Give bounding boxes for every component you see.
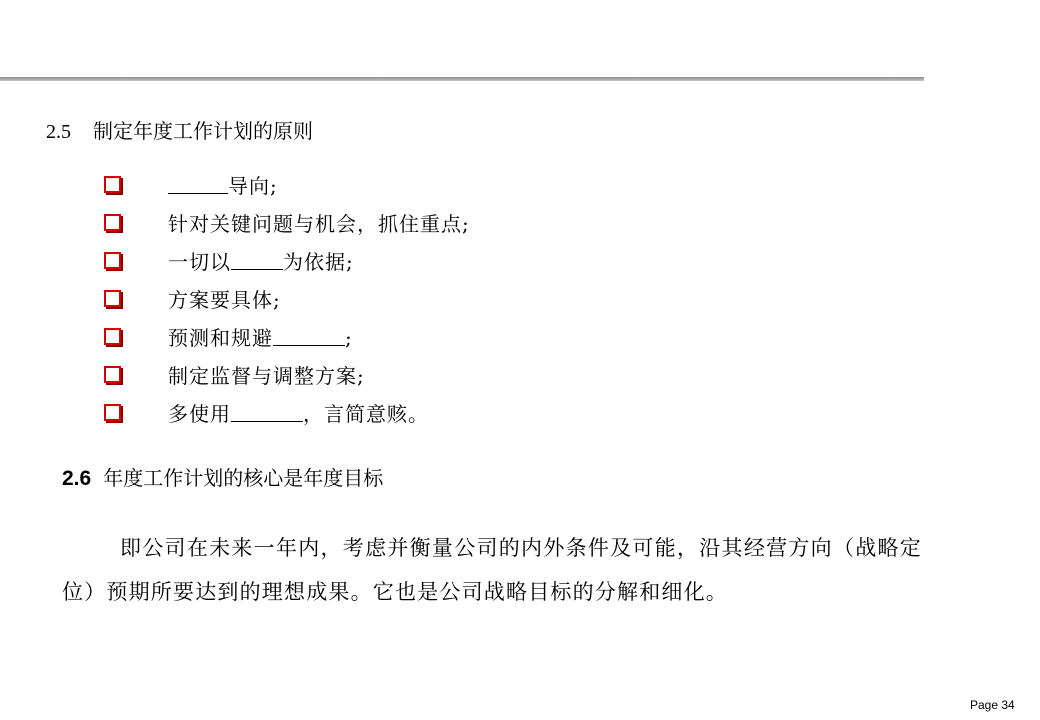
checkbox-bullet-icon [104, 214, 121, 231]
list-item-text: 预测和规避 ; [168, 326, 353, 350]
list-item-text: 针对关键问题与机会，抓住重点; [168, 212, 470, 236]
checkbox-bullet-icon [104, 366, 121, 383]
checkbox-bullet-icon [104, 176, 121, 193]
section-title: 年度工作计划的核心是年度目标 [103, 466, 384, 490]
body-paragraph: 即公司在未来一年内，考虑并衡量公司的内外条件及可能，沿其经营方向（战略定位）预期所要达到的理想成果。它也是公司战略目标的分解和细化。 [62, 536, 922, 604]
list-item-text: 方案要具体; [168, 288, 281, 312]
section-heading-2-6 [62, 462, 383, 494]
list-item-text: 一切以 为依据; [168, 250, 354, 274]
checkbox-bullet-icon [104, 328, 121, 345]
section-heading-2-5 [46, 116, 313, 146]
page-number: Page 34 [970, 698, 1015, 712]
section-number: 2.6 [62, 467, 92, 490]
list-item-text: 导向; [168, 171, 278, 201]
list-item-text: 多使用 ，言简意赅。 [168, 402, 429, 426]
checkbox-bullet-icon [104, 252, 121, 269]
checkbox-bullet-icon [104, 290, 121, 307]
fill-in-blank [273, 325, 345, 346]
section-title: 制定年度工作计划的原则 [93, 119, 313, 143]
section-number: 2.5 [46, 121, 71, 143]
fill-in-blank [168, 173, 228, 194]
fill-in-blank [231, 401, 303, 422]
header-divider [0, 77, 924, 81]
fill-in-blank [231, 249, 283, 270]
checkbox-bullet-icon [104, 404, 121, 421]
list-item-text: 制定监督与调整方案; [168, 364, 365, 388]
